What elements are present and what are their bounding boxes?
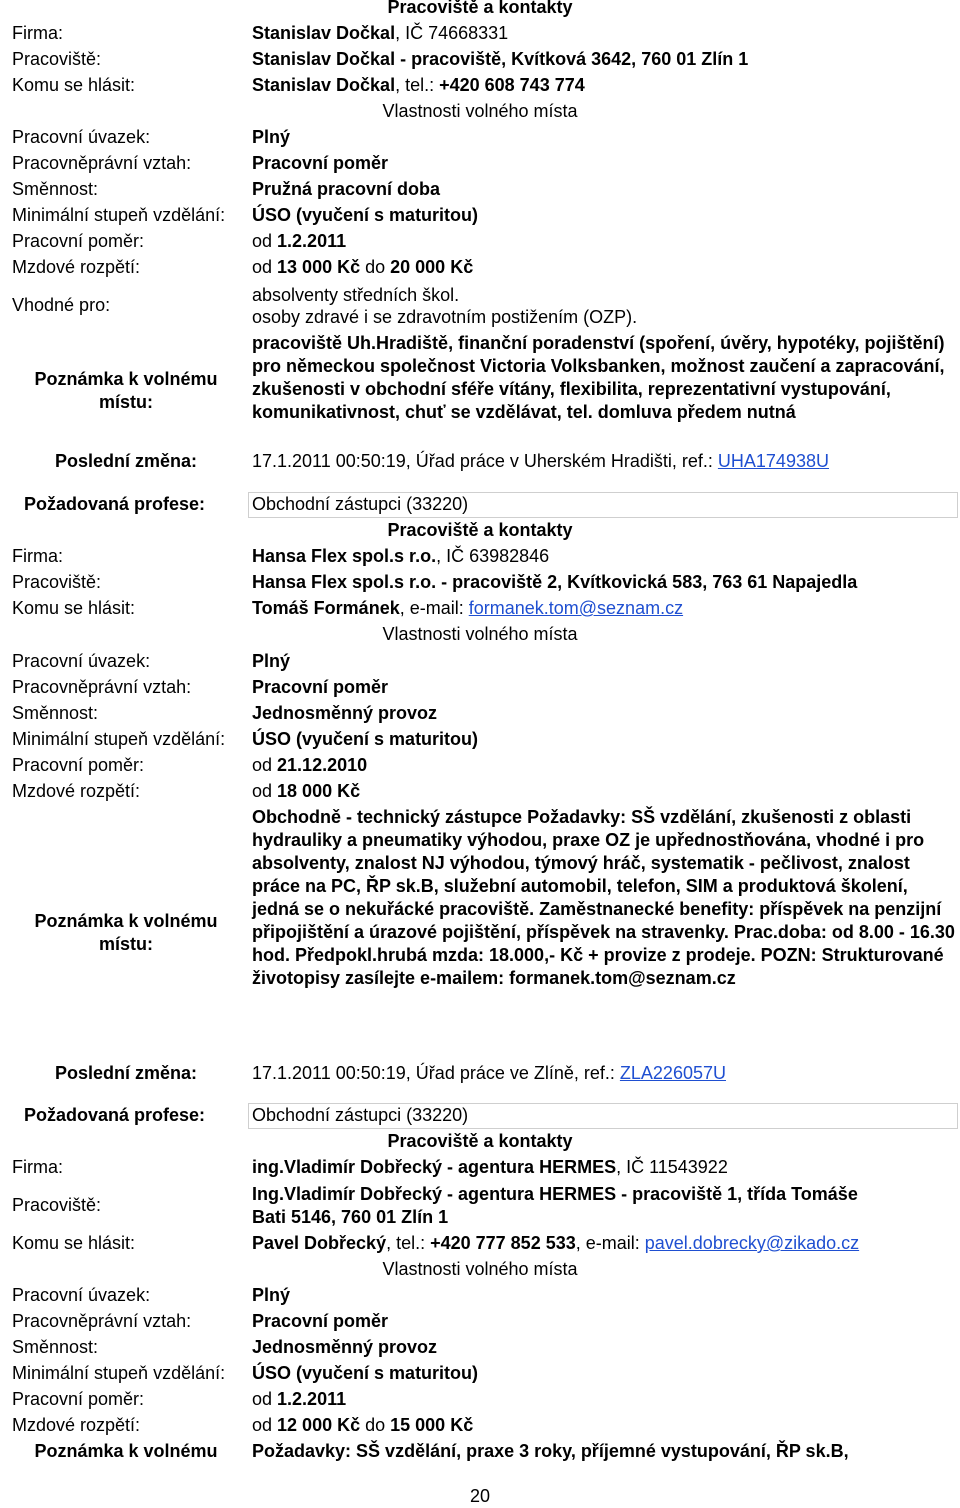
value-pracoviste: Stanislav Dočkal - pracoviště, Kvítková 3642, 760 01 Zlín 1 bbox=[252, 49, 749, 69]
value-poznamka: Obchodně - technický zástupce Požadavky: SŠ vzdělání, zkušenosti z oblasti hydrauliky a pneumatiky výhodou, praxe OZ je upřednostňována, vhodné i pro absolventy, znalost NJ výhodou, týmový hráč, systematik - pečlivost, znalost práce na PC, ŘP sk.B, služební automobil, telefon, SIM a produktová školení, jedná se o nekuřácké pracoviště. Zaměstnanecké benefity: příspěvek na penzijní připojištění a úrazové pojištění, příspěvek na stravenky. Prac.doba: od 8.00 - 16.30 hod. Předpokl.hrubá mzda: 18.000,- Kč + provize z prodeje. POZN: Strukturované životopisy zasílejte e-mailem: formanek.tom@seznam.cz bbox=[252, 807, 955, 988]
label-komu: Komu se hlásit: bbox=[12, 75, 136, 95]
label-uvazek: Pracovní úvazek: bbox=[12, 1285, 151, 1305]
label-pracoviste: Pracoviště: bbox=[12, 1195, 102, 1215]
section-pracoviste-kontakty: Pracoviště a kontakty bbox=[387, 0, 573, 17]
label-firma: Firma: bbox=[12, 546, 63, 566]
value-mzda: od 18 000 Kč bbox=[252, 781, 361, 801]
value-zmena: 17.1.2011 00:50:19, Úřad práce v Uherském Hradišti, ref.: UHA174938U bbox=[252, 451, 829, 471]
value-poznamka: pracoviště Uh.Hradiště, finanční poradenství (spoření, úvěry, hypotéky, pojištění) pro německou společnost Victoria Volksbanken, možnost zaučení a zapracování, zkušenosti v obchodní sféře vítány, flexibilita, reprezentativní vystupování, komunikativnost, chuť se vzdělávat, tel. domluva předem nutná bbox=[252, 333, 945, 422]
label-smennost: Směnnost: bbox=[12, 1337, 99, 1357]
value-smennost: Jednosměnný provoz bbox=[252, 703, 438, 723]
label-vzdelani: Minimální stupeň vzdělání: bbox=[12, 729, 226, 749]
value-uvazek: Plný bbox=[252, 127, 291, 147]
label-pracoviste: Pracoviště: bbox=[12, 572, 102, 592]
label-mzda: Mzdové rozpětí: bbox=[12, 781, 141, 801]
value-pomer: od 1.2.2011 bbox=[252, 1389, 347, 1409]
value-pomer: od 1.2.2011 bbox=[252, 231, 347, 251]
section-vlastnosti: Vlastnosti volného místa bbox=[382, 101, 578, 121]
label-poznamka: Poznámka k volnému bbox=[34, 1441, 218, 1461]
section-pracoviste-kontakty: Pracoviště a kontakty bbox=[387, 520, 573, 540]
ref-link[interactable]: ZLA226057U bbox=[619, 1063, 726, 1083]
value-firma: Hansa Flex spol.s r.o., IČ 63982846 bbox=[252, 546, 550, 566]
value-smennost: Jednosměnný provoz bbox=[252, 1337, 438, 1357]
value-vztah: Pracovní poměr bbox=[252, 677, 389, 697]
label-vztah: Pracovněprávní vztah: bbox=[12, 153, 192, 173]
section-pracoviste-kontakty: Pracoviště a kontakty bbox=[387, 1131, 573, 1151]
value-pracoviste-2: Bati 5146, 760 01 Zlín 1 bbox=[252, 1207, 449, 1227]
label-zmena: Poslední změna: bbox=[54, 1063, 198, 1083]
value-uvazek: Plný bbox=[252, 651, 291, 671]
value-firma: Stanislav Dočkal, IČ 74668331 bbox=[252, 23, 509, 43]
ref-link[interactable]: UHA174938U bbox=[717, 451, 829, 471]
value-vzdelani: ÚSO (vyučení s maturitou) bbox=[252, 1363, 479, 1383]
value-vhodne-2: osoby zdravé i se zdravotním postižením (OZP). bbox=[252, 307, 638, 327]
value-zmena: 17.1.2011 00:50:19, Úřad práce ve Zlíně, ref.: ZLA226057U bbox=[252, 1063, 726, 1083]
email-link[interactable]: formanek.tom@seznam.cz bbox=[468, 598, 684, 618]
label-komu: Komu se hlásit: bbox=[12, 1233, 136, 1253]
label-pracoviste: Pracoviště: bbox=[12, 49, 102, 69]
label-mzda: Mzdové rozpětí: bbox=[12, 257, 141, 277]
value-vzdelani: ÚSO (vyučení s maturitou) bbox=[252, 205, 479, 225]
label-profese: Požadovaná profese: bbox=[24, 1105, 206, 1125]
email-link[interactable]: pavel.dobrecky@zikado.cz bbox=[644, 1233, 860, 1253]
label-pomer: Pracovní poměr: bbox=[12, 755, 145, 775]
label-smennost: Směnnost: bbox=[12, 179, 99, 199]
label-vhodne: Vhodné pro: bbox=[12, 295, 111, 315]
value-pracoviste: Hansa Flex spol.s r.o. - pracoviště 2, Kvítkovická 583, 763 61 Napajedla bbox=[252, 572, 858, 592]
label-vztah: Pracovněprávní vztah: bbox=[12, 1311, 192, 1331]
value-komu: Pavel Dobřecký, tel.: +420 777 852 533, e-mail: pavel.dobrecky@zikado.cz bbox=[252, 1233, 860, 1253]
label-poznamka: Poznámka k volnému místu: bbox=[34, 369, 218, 412]
value-komu: Stanislav Dočkal, tel.: +420 608 743 774 bbox=[252, 75, 585, 95]
value-vzdelani: ÚSO (vyučení s maturitou) bbox=[252, 729, 479, 749]
label-firma: Firma: bbox=[12, 1157, 63, 1177]
value-vztah: Pracovní poměr bbox=[252, 1311, 389, 1331]
page-number: 20 bbox=[469, 1486, 491, 1506]
value-pracoviste-1: Ing.Vladimír Dobřecký - agentura HERMES - pracoviště 1, třída Tomáše bbox=[252, 1184, 858, 1204]
label-vzdelani: Minimální stupeň vzdělání: bbox=[12, 1363, 226, 1383]
label-uvazek: Pracovní úvazek: bbox=[12, 651, 151, 671]
label-vzdelani: Minimální stupeň vzdělání: bbox=[12, 205, 226, 225]
value-poznamka: Požadavky: SŠ vzdělání, praxe 3 roky, příjemné vystupování, ŘP sk.B, bbox=[252, 1441, 849, 1461]
value-profese: Obchodní zástupci (33220) bbox=[252, 1105, 469, 1125]
label-zmena: Poslední změna: bbox=[54, 451, 198, 471]
value-firma: ing.Vladimír Dobřecký - agentura HERMES, IČ 11543922 bbox=[252, 1157, 728, 1177]
value-mzda: od 12 000 Kč do 15 000 Kč bbox=[252, 1415, 474, 1435]
label-pomer: Pracovní poměr: bbox=[12, 231, 145, 251]
label-firma: Firma: bbox=[12, 23, 63, 43]
value-mzda: od 13 000 Kč do 20 000 Kč bbox=[252, 257, 474, 277]
label-pomer: Pracovní poměr: bbox=[12, 1389, 145, 1409]
value-smennost: Pružná pracovní doba bbox=[252, 179, 441, 199]
value-komu: Tomáš Formánek, e-mail: formanek.tom@seznam.cz bbox=[252, 598, 684, 618]
value-vhodne-1: absolventy středních škol. bbox=[252, 285, 460, 305]
label-profese: Požadovaná profese: bbox=[24, 494, 206, 514]
value-uvazek: Plný bbox=[252, 1285, 291, 1305]
label-smennost: Směnnost: bbox=[12, 703, 99, 723]
label-poznamka: Poznámka k volnému místu: bbox=[34, 911, 218, 954]
label-komu: Komu se hlásit: bbox=[12, 598, 136, 618]
label-uvazek: Pracovní úvazek: bbox=[12, 127, 151, 147]
value-profese: Obchodní zástupci (33220) bbox=[252, 494, 469, 514]
label-mzda: Mzdové rozpětí: bbox=[12, 1415, 141, 1435]
section-vlastnosti: Vlastnosti volného místa bbox=[382, 624, 578, 644]
section-vlastnosti: Vlastnosti volného místa bbox=[382, 1259, 578, 1279]
label-vztah: Pracovněprávní vztah: bbox=[12, 677, 192, 697]
value-pomer: od 21.12.2010 bbox=[252, 755, 368, 775]
value-vztah: Pracovní poměr bbox=[252, 153, 389, 173]
